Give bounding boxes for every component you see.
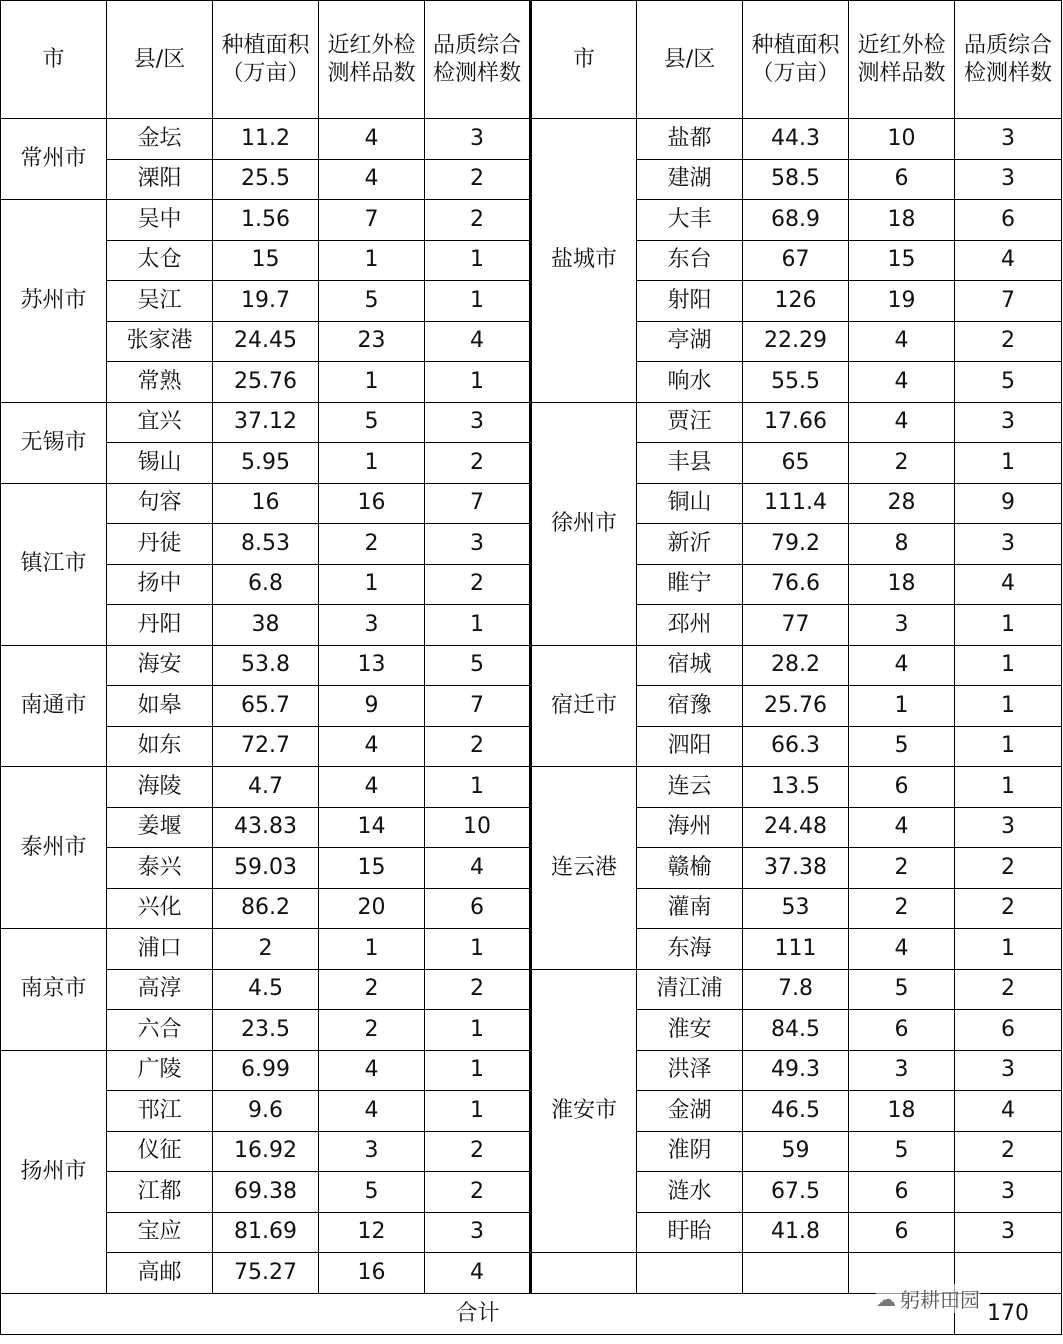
area-cell: 8.53 [213,524,319,565]
county-cell: 兴化 [107,888,213,929]
nir-cell: 2 [849,443,955,484]
nir-cell: 2 [319,1010,425,1051]
county-cell: 宿豫 [637,686,743,727]
quality-cell: 7 [425,686,531,727]
quality-cell: 2 [955,888,1062,929]
area-cell: 25.76 [213,362,319,403]
quality-cell: 6 [955,1010,1062,1051]
area-cell: 65 [743,443,849,484]
quality-cell: 2 [425,200,531,241]
nir-cell: 14 [319,807,425,848]
quality-cell: 4 [955,1091,1062,1132]
nir-cell: 19 [849,281,955,322]
area-cell: 13.5 [743,767,849,808]
county-cell: 江都 [107,1172,213,1213]
county-cell: 东海 [637,929,743,970]
header-nir: 近红外检测样品数 [849,1,955,119]
quality-cell: 1 [955,767,1062,808]
quality-cell: 1 [425,605,531,646]
header-quality: 品质综合检测样数 [955,1,1062,119]
quality-cell: 2 [425,443,531,484]
quality-cell: 7 [955,281,1062,322]
quality-cell: 4 [955,564,1062,605]
county-cell: 扬中 [107,564,213,605]
quality-cell: 2 [425,969,531,1010]
nir-cell: 2 [319,524,425,565]
area-cell: 23.5 [213,1010,319,1051]
header-area: 种植面积（万亩） [213,1,319,119]
county-cell: 金坛 [107,119,213,160]
quality-cell: 2 [955,969,1062,1010]
county-cell: 张家港 [107,321,213,362]
nir-cell: 6 [849,767,955,808]
total-label: 合计 [1,1293,955,1334]
city-cell: 镇江市 [1,483,107,645]
nir-cell: 4 [319,159,425,200]
area-cell: 19.7 [213,281,319,322]
area-cell: 53.8 [213,645,319,686]
nir-cell: 20 [319,888,425,929]
quality-cell: 1 [955,443,1062,484]
area-cell: 22.29 [743,321,849,362]
city-cell: 扬州市 [1,1050,107,1293]
table-row [1,402,1062,443]
quality-cell: 1 [425,767,531,808]
quality-cell: 9 [955,483,1062,524]
county-cell: 宜兴 [107,402,213,443]
nir-cell: 13 [319,645,425,686]
county-cell: 吴江 [107,281,213,322]
nir-cell: 5 [319,281,425,322]
city-cell: 淮安市 [531,969,637,1253]
nir-cell: 3 [319,1131,425,1172]
area-cell: 37.12 [213,402,319,443]
quality-cell: 2 [425,159,531,200]
city-cell: 南通市 [1,645,107,767]
header-city: 市 [1,1,107,119]
nir-cell: 5 [849,1131,955,1172]
area-cell: 16 [213,483,319,524]
county-cell: 吴中 [107,200,213,241]
county-cell: 邳州 [637,605,743,646]
county-cell: 赣榆 [637,848,743,889]
quality-cell: 6 [425,888,531,929]
area-cell: 58.5 [743,159,849,200]
area-cell: 66.3 [743,726,849,767]
quality-cell: 2 [425,564,531,605]
quality-cell: 10 [425,807,531,848]
county-cell: 锡山 [107,443,213,484]
county-cell: 连云 [637,767,743,808]
quality-cell: 4 [955,240,1062,281]
nir-cell: 16 [319,483,425,524]
area-cell: 4.5 [213,969,319,1010]
quality-cell: 5 [955,362,1062,403]
nir-cell: 18 [849,1091,955,1132]
area-cell: 84.5 [743,1010,849,1051]
quality-cell: 3 [955,1212,1062,1253]
county-cell: 亭湖 [637,321,743,362]
county-cell: 泰兴 [107,848,213,889]
nir-cell: 15 [319,848,425,889]
county-cell: 姜堰 [107,807,213,848]
nir-cell: 28 [849,483,955,524]
quality-cell: 1 [955,726,1062,767]
table-row [1,767,1062,808]
nir-cell: 2 [319,969,425,1010]
county-cell: 大丰 [637,200,743,241]
nir-cell: 4 [319,119,425,160]
quality-cell: 2 [955,848,1062,889]
nir-cell: 3 [319,605,425,646]
quality-cell: 1 [425,1010,531,1051]
county-cell: 宝应 [107,1212,213,1253]
quality-cell: 3 [955,119,1062,160]
empty-cell [743,1253,849,1294]
county-cell: 贾汪 [637,402,743,443]
area-cell: 15 [213,240,319,281]
quality-cell: 2 [425,1131,531,1172]
nir-cell: 2 [849,888,955,929]
nir-cell: 12 [319,1212,425,1253]
county-cell: 丹徒 [107,524,213,565]
city-cell: 徐州市 [531,402,637,645]
quality-cell: 1 [425,1050,531,1091]
header-county: 县/区 [637,1,743,119]
nir-cell: 5 [319,1172,425,1213]
nir-cell: 4 [849,321,955,362]
header-nir: 近红外检测样品数 [319,1,425,119]
city-cell: 宿迁市 [531,645,637,767]
county-cell: 宿城 [637,645,743,686]
area-cell: 11.2 [213,119,319,160]
nir-cell: 6 [849,1212,955,1253]
county-cell: 盐都 [637,119,743,160]
area-cell: 126 [743,281,849,322]
nir-cell: 4 [849,402,955,443]
quality-cell: 4 [425,321,531,362]
nir-cell: 15 [849,240,955,281]
nir-cell: 1 [319,240,425,281]
nir-cell: 5 [849,969,955,1010]
county-cell: 丰县 [637,443,743,484]
quality-cell: 1 [425,281,531,322]
area-cell: 79.2 [743,524,849,565]
area-cell: 44.3 [743,119,849,160]
area-cell: 24.45 [213,321,319,362]
county-cell: 邗江 [107,1091,213,1132]
quality-cell: 1 [955,929,1062,970]
county-cell: 丹阳 [107,605,213,646]
area-cell: 5.95 [213,443,319,484]
quality-cell: 1 [955,686,1062,727]
area-cell: 41.8 [743,1212,849,1253]
area-cell: 81.69 [213,1212,319,1253]
area-cell: 17.66 [743,402,849,443]
table-row [1,645,1062,686]
county-cell: 洪泽 [637,1050,743,1091]
quality-cell: 3 [425,402,531,443]
nir-cell: 18 [849,200,955,241]
area-cell: 7.8 [743,969,849,1010]
quality-cell: 1 [425,1091,531,1132]
nir-cell: 4 [319,1050,425,1091]
quality-cell: 1 [955,645,1062,686]
watermark [876,1284,980,1313]
county-cell: 新沂 [637,524,743,565]
area-cell: 59 [743,1131,849,1172]
county-cell: 铜山 [637,483,743,524]
quality-cell: 3 [955,1050,1062,1091]
wechat-icon: ☁ [876,1286,896,1311]
nir-cell: 4 [319,767,425,808]
header-area: 种植面积（万亩） [743,1,849,119]
county-cell: 灌南 [637,888,743,929]
county-cell: 句容 [107,483,213,524]
area-cell: 1.56 [213,200,319,241]
city-cell: 苏州市 [1,200,107,403]
area-cell: 25.5 [213,159,319,200]
city-cell: 连云港 [531,767,637,970]
quality-cell: 3 [955,402,1062,443]
nir-cell: 4 [849,645,955,686]
area-cell: 76.6 [743,564,849,605]
area-cell: 38 [213,605,319,646]
city-cell: 南京市 [1,929,107,1051]
quality-cell: 2 [955,321,1062,362]
quality-cell: 3 [955,807,1062,848]
watermark-text: 躬耕田园 [900,1288,980,1312]
county-cell: 浦口 [107,929,213,970]
area-cell: 25.76 [743,686,849,727]
nir-cell: 23 [319,321,425,362]
county-cell: 响水 [637,362,743,403]
area-cell: 68.9 [743,200,849,241]
area-cell: 69.38 [213,1172,319,1213]
nir-cell: 8 [849,524,955,565]
area-cell: 111 [743,929,849,970]
county-cell: 东台 [637,240,743,281]
quality-cell: 3 [955,1172,1062,1213]
area-cell: 75.27 [213,1253,319,1294]
county-cell: 睢宁 [637,564,743,605]
area-cell: 53 [743,888,849,929]
area-cell: 49.3 [743,1050,849,1091]
quality-cell: 5 [425,645,531,686]
county-cell: 海州 [637,807,743,848]
quality-cell: 4 [425,1253,531,1294]
header-row [1,1,1062,119]
quality-cell: 3 [425,1212,531,1253]
county-cell: 仪征 [107,1131,213,1172]
nir-cell: 16 [319,1253,425,1294]
total-value: 170 [955,1293,1062,1334]
quality-cell: 3 [955,159,1062,200]
nir-cell: 4 [319,726,425,767]
empty-cell [637,1253,743,1294]
area-cell: 9.6 [213,1091,319,1132]
quality-cell: 1 [425,929,531,970]
quality-cell: 3 [955,524,1062,565]
county-cell: 金湖 [637,1091,743,1132]
nir-cell: 5 [319,402,425,443]
quality-cell: 7 [425,483,531,524]
table-row [1,969,1062,1010]
nir-cell: 10 [849,119,955,160]
area-cell: 43.83 [213,807,319,848]
quality-cell: 3 [425,119,531,160]
nir-cell: 9 [319,686,425,727]
nir-cell: 4 [849,807,955,848]
nir-cell: 1 [319,443,425,484]
nir-cell: 1 [319,362,425,403]
nir-cell: 6 [849,1010,955,1051]
area-cell: 67.5 [743,1172,849,1213]
nir-cell: 3 [849,1050,955,1091]
nir-cell: 4 [849,929,955,970]
city-cell: 泰州市 [1,767,107,929]
nir-cell: 6 [849,159,955,200]
county-cell: 六合 [107,1010,213,1051]
area-cell: 55.5 [743,362,849,403]
city-cell: 常州市 [1,119,107,200]
nir-cell: 1 [319,929,425,970]
header-county: 县/区 [107,1,213,119]
quality-cell: 1 [425,362,531,403]
area-cell: 67 [743,240,849,281]
county-cell: 海陵 [107,767,213,808]
county-cell: 建湖 [637,159,743,200]
county-cell: 溧阳 [107,159,213,200]
county-cell: 广陵 [107,1050,213,1091]
area-cell: 72.7 [213,726,319,767]
county-cell: 海安 [107,645,213,686]
city-cell: 无锡市 [1,402,107,483]
county-cell: 泗阳 [637,726,743,767]
header-quality: 品质综合检测样数 [425,1,531,119]
area-cell: 16.92 [213,1131,319,1172]
county-cell: 高淳 [107,969,213,1010]
area-cell: 46.5 [743,1091,849,1132]
area-cell: 6.8 [213,564,319,605]
nir-cell: 1 [849,686,955,727]
quality-cell: 3 [425,524,531,565]
nir-cell: 4 [319,1091,425,1132]
table-row [1,119,1062,160]
area-cell: 65.7 [213,686,319,727]
area-cell: 4.7 [213,767,319,808]
nir-cell: 1 [319,564,425,605]
nir-cell: 6 [849,1172,955,1213]
quality-cell: 2 [425,1172,531,1213]
county-cell: 高邮 [107,1253,213,1294]
county-cell: 淮阴 [637,1131,743,1172]
quality-cell: 4 [425,848,531,889]
area-cell: 59.03 [213,848,319,889]
county-cell: 清江浦 [637,969,743,1010]
empty-cell [531,1253,637,1294]
area-cell: 37.38 [743,848,849,889]
area-cell: 111.4 [743,483,849,524]
quality-cell: 1 [425,240,531,281]
nir-cell: 5 [849,726,955,767]
quality-cell: 2 [425,726,531,767]
quality-cell: 6 [955,200,1062,241]
quality-cell: 1 [955,605,1062,646]
quality-cell: 2 [955,1131,1062,1172]
header-city: 市 [531,1,637,119]
area-cell: 77 [743,605,849,646]
nir-cell: 4 [849,362,955,403]
area-cell: 6.99 [213,1050,319,1091]
nir-cell: 18 [849,564,955,605]
area-cell: 28.2 [743,645,849,686]
county-cell: 盱眙 [637,1212,743,1253]
county-cell: 如皋 [107,686,213,727]
county-cell: 太仓 [107,240,213,281]
nir-cell: 3 [849,605,955,646]
area-cell: 86.2 [213,888,319,929]
county-cell: 常熟 [107,362,213,403]
county-cell: 淮安 [637,1010,743,1051]
nir-cell: 7 [319,200,425,241]
area-cell: 2 [213,929,319,970]
area-cell: 24.48 [743,807,849,848]
city-cell: 盐城市 [531,119,637,403]
nir-cell: 2 [849,848,955,889]
county-cell: 如东 [107,726,213,767]
county-cell: 涟水 [637,1172,743,1213]
county-cell: 射阳 [637,281,743,322]
